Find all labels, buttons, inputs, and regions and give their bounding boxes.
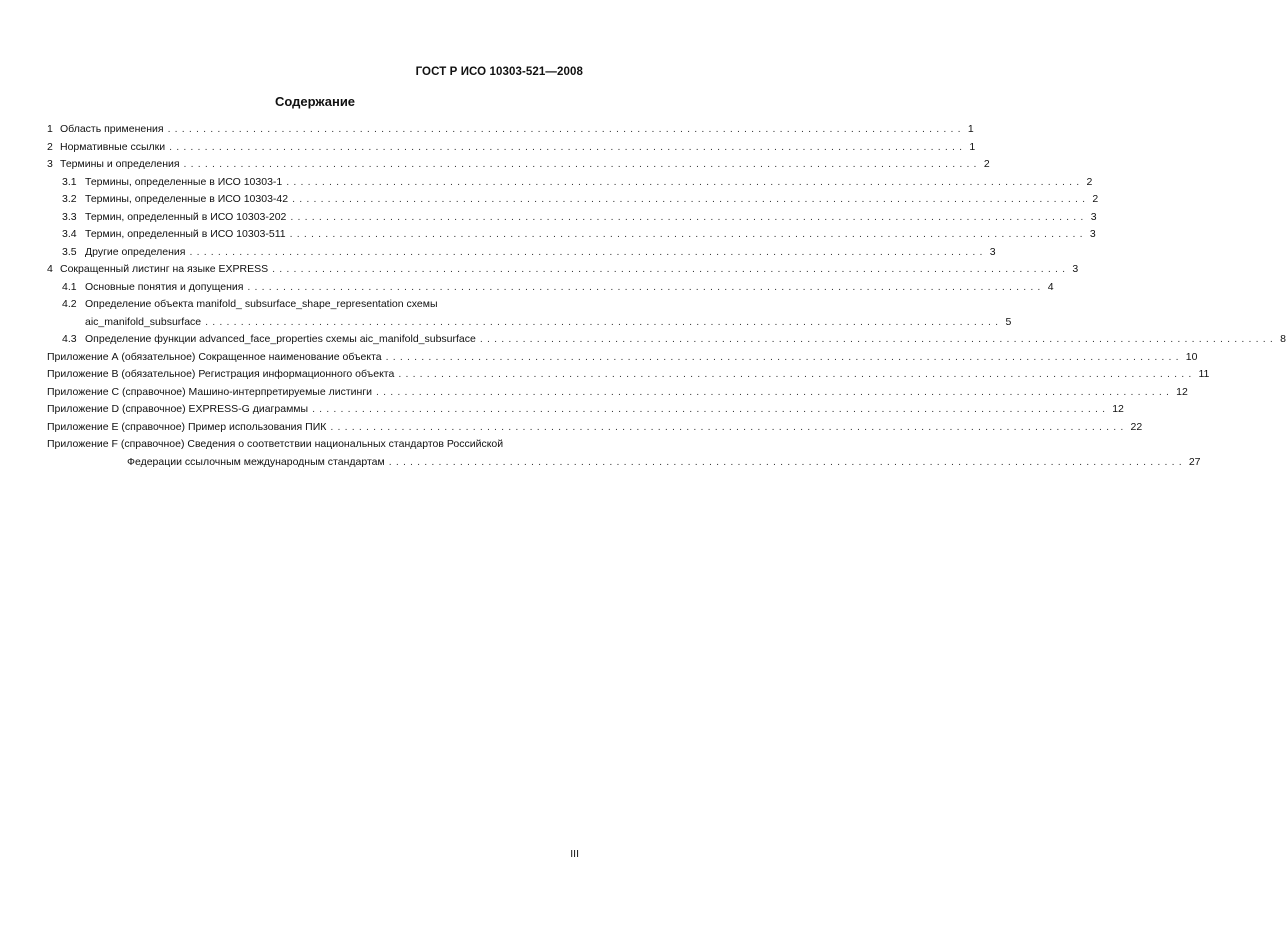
toc-entry-number: 3.3 <box>62 210 77 223</box>
dot-leader: ................................................................................................................ <box>167 123 965 135</box>
dot-leader: ................................................................................................................ <box>169 140 967 153</box>
toc-entry-4-3[interactable] <box>47 331 1286 349</box>
toc-entry-number: 3.1 <box>62 175 77 188</box>
toc-title: Содержание <box>274 94 356 109</box>
document-code-header: ГОСТ Р ИСО 10303-521—2008 <box>415 66 583 78</box>
toc-entry-page: 4 <box>1047 280 1054 293</box>
toc-entry-3[interactable] <box>47 156 990 174</box>
toc-entry-2[interactable] <box>47 139 976 157</box>
dot-leader: ................................................................................................................ <box>479 333 1277 345</box>
dot-leader: ................................................................................................................ <box>312 403 1110 415</box>
toc-entry-label: Область применения <box>60 123 164 135</box>
toc-entry-appendix-a[interactable] <box>47 349 1198 367</box>
toc-entry-page: 1 <box>967 123 974 135</box>
toc-entry-label: Приложение Е (справочное) Пример использования ПИК <box>47 420 327 433</box>
dot-leader: ................................................................................................................ <box>290 210 1088 223</box>
toc-entry-label: Термин, определенный в ИСО 10303-511 <box>85 228 286 240</box>
toc-entry-label: Термин, определенный в ИСО 10303-202 <box>85 210 287 223</box>
toc-entry-label: Термины, определенные в ИСО 10303-1 <box>85 175 283 188</box>
dot-leader: ................................................................................................................ <box>286 175 1084 188</box>
toc-entry-3-2[interactable] <box>47 191 1099 209</box>
toc-entry-page: 3 <box>1089 228 1096 240</box>
toc-entry-page: 3 <box>1090 210 1097 223</box>
toc-entry-label: Основные понятия и допущения <box>85 280 244 293</box>
toc-entry-page: 3 <box>989 245 996 258</box>
dot-leader: ................................................................................................................ <box>247 280 1045 293</box>
toc-entry-number: 3 <box>47 158 53 170</box>
dot-leader: ................................................................................................................ <box>292 193 1090 205</box>
toc-entry-page: 27 <box>1188 455 1201 468</box>
dot-leader: ................................................................................................................ <box>289 228 1087 240</box>
toc-entry-4-2-continuation[interactable] <box>47 314 1012 332</box>
toc-entry-label: Термины, определенные в ИСО 10303-42 <box>85 193 289 205</box>
toc-entry-4[interactable] <box>47 261 1079 279</box>
toc-entry-page: 22 <box>1130 420 1143 433</box>
dot-leader: ................................................................................................................ <box>330 420 1128 433</box>
toc-entry-label: Термины и определения <box>60 158 180 170</box>
toc-entry-4-1[interactable] <box>47 279 1054 297</box>
toc-entry-page: 12 <box>1176 385 1188 398</box>
toc-entry-appendix-f[interactable] <box>47 436 583 454</box>
toc-entry-page: 8 <box>1280 333 1286 345</box>
toc-entry-page: 12 <box>1112 403 1124 415</box>
toc-entry-number: 3.2 <box>62 193 77 205</box>
dot-leader: ................................................................................................................ <box>189 245 987 258</box>
toc-entry-appendix-b[interactable] <box>47 366 1210 384</box>
toc-entry-appendix-c[interactable] <box>47 384 1188 402</box>
toc-entry-appendix-d[interactable] <box>47 401 1124 419</box>
toc-entry-label: Приложение А (обязательное) Сокращенное наименование объекта <box>47 350 382 363</box>
toc-entry-page: 3 <box>1072 263 1079 275</box>
toc-entry-appendix-e[interactable] <box>47 419 1143 437</box>
toc-entry-page: 2 <box>1092 193 1099 205</box>
table-of-contents <box>47 121 1286 471</box>
toc-entry-page: 2 <box>983 158 990 170</box>
toc-entry-appendix-f-continuation[interactable] <box>47 454 1201 472</box>
toc-entry-label: Определение объекта manifold_ subsurface_shape_representation схемы <box>85 298 438 310</box>
toc-entry-1[interactable] <box>47 121 974 139</box>
toc-entry-label-continuation: Федерации ссылочным международным стандартам <box>127 455 385 468</box>
toc-entry-page: 1 <box>969 140 976 153</box>
dot-leader: ................................................................................................................ <box>385 350 1183 363</box>
toc-entry-3-3[interactable] <box>47 209 1097 227</box>
toc-entry-number: 4 <box>47 263 53 275</box>
toc-entry-page: 10 <box>1185 350 1198 363</box>
toc-entry-number: 4.1 <box>62 280 77 293</box>
toc-entry-4-2[interactable] <box>47 296 583 314</box>
toc-entry-number: 2 <box>47 140 53 153</box>
dot-leader: ................................................................................................................ <box>376 385 1174 398</box>
toc-entry-3-1[interactable] <box>47 174 1093 192</box>
page-folio: III <box>570 848 579 860</box>
toc-entry-number: 4.3 <box>62 333 77 345</box>
toc-entry-label: Приложение С (справочное) Машино-интерпретируемые листинги <box>47 385 373 398</box>
toc-entry-page: 2 <box>1086 175 1093 188</box>
toc-entry-number: 1 <box>47 123 53 135</box>
toc-entry-label: Приложение В (обязательное) Регистрация информационного объекта <box>47 368 395 380</box>
toc-entry-number: 4.2 <box>62 298 77 310</box>
toc-entry-label: Нормативные ссылки <box>60 140 166 153</box>
toc-entry-number: 3.5 <box>62 245 77 258</box>
dot-leader: ................................................................................................................ <box>388 455 1186 468</box>
toc-entry-label: Приложение F (справочное) Сведения о соответствии национальных стандартов Российской <box>47 438 504 450</box>
toc-entry-3-4[interactable] <box>47 226 1096 244</box>
toc-entry-3-5[interactable] <box>47 244 996 262</box>
dot-leader: ................................................................................................................ <box>205 315 1003 328</box>
dot-leader: ................................................................................................................ <box>272 263 1070 275</box>
toc-entry-page: 11 <box>1198 368 1210 380</box>
dot-leader: ................................................................................................................ <box>398 368 1196 380</box>
toc-entry-number: 3.4 <box>62 228 77 240</box>
toc-entry-label: Определение функции advanced_face_properties схемы aic_manifold_subsurface <box>85 333 476 345</box>
toc-entry-label-continuation: aic_manifold_subsurface <box>85 315 202 328</box>
dot-leader: ................................................................................................................ <box>183 158 981 170</box>
toc-entry-label: Другие определения <box>85 245 186 258</box>
toc-entry-label: Приложение D (справочное) EXPRESS-G диаграммы <box>47 403 309 415</box>
toc-entry-label: Сокращенный листинг на языке EXPRESS <box>60 263 269 275</box>
toc-entry-page: 5 <box>1005 315 1012 328</box>
